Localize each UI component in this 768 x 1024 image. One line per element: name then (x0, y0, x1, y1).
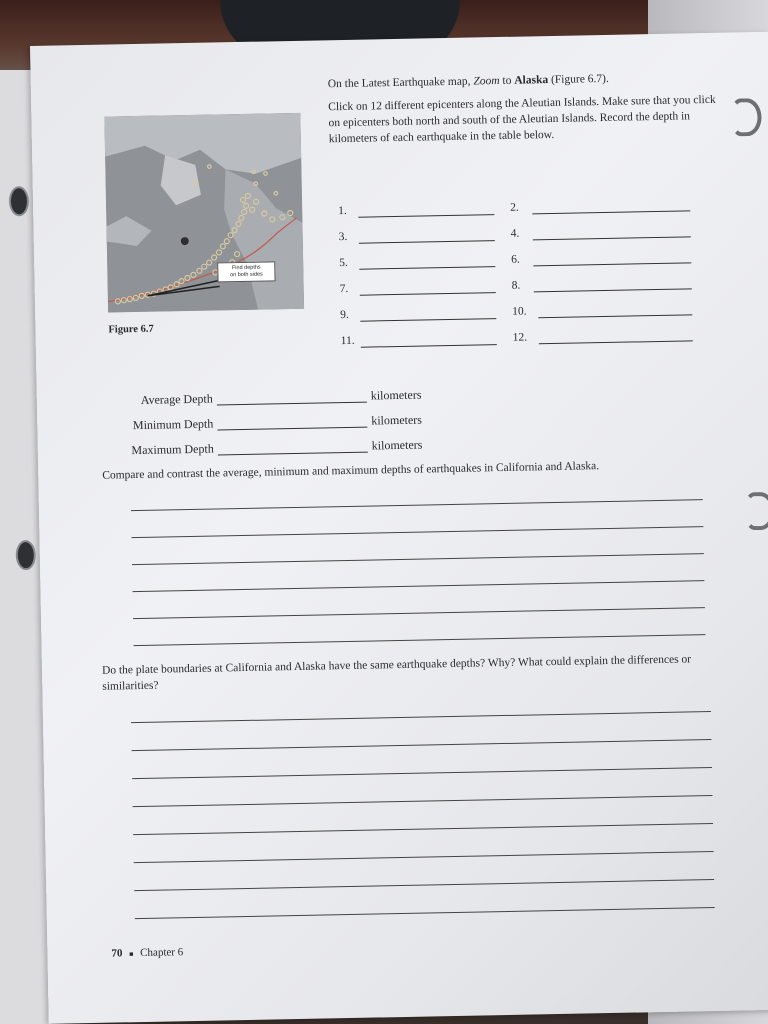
answer-blank[interactable] (538, 314, 692, 318)
answer-blank[interactable] (359, 240, 495, 244)
answer-line[interactable] (134, 879, 714, 891)
answer-line[interactable] (131, 499, 703, 511)
binder-ring-top (731, 98, 762, 137)
maximum-depth-row: Maximum Depth kilometers (131, 437, 423, 458)
map-callout-box (217, 261, 275, 282)
alaska-earthquake-map (104, 113, 304, 313)
answer-blank[interactable] (358, 214, 494, 218)
answer-line[interactable] (134, 634, 706, 646)
answer-line[interactable] (133, 823, 713, 835)
answer-line[interactable] (132, 739, 712, 751)
question-plate-boundaries: Do the plate boundaries at California and Alaska have the same earthquake depths? Why? What could explain the differences or similarities? (101, 653, 692, 693)
maximum-depth-blank[interactable] (218, 452, 368, 456)
average-depth-blank[interactable] (217, 402, 367, 406)
answer-line[interactable] (132, 767, 712, 779)
answer-blank[interactable] (539, 340, 693, 344)
answer-blank[interactable] (359, 266, 495, 270)
answer-line[interactable] (131, 526, 703, 538)
minimum-depth-blank[interactable] (217, 427, 367, 431)
answer-blank[interactable] (361, 344, 497, 348)
callout-line-2: on both sides (230, 271, 263, 279)
callout-line-1: Find depths (231, 264, 261, 272)
answer-line[interactable] (131, 711, 711, 723)
instructions (328, 69, 719, 154)
binder-hole-middle (15, 540, 36, 570)
instruction-line-1: On the Latest Earthquake map, Zoom to Alaska (Figure 6.7). (327, 72, 609, 91)
binder-hole-top (9, 186, 30, 216)
average-depth-row: Average Depth kilometers (140, 387, 422, 407)
answer-line[interactable] (132, 553, 704, 565)
answer-line[interactable] (132, 580, 704, 592)
instruction-paragraph: Click on 12 different epicenters along the Aleutian Islands. Make sure that you click on epicenters both north and south of the Aleutian Islands. Record the depth in kilometers of each earthquake in the table below. (328, 93, 716, 146)
answer-line[interactable] (133, 607, 705, 619)
answer-blank[interactable] (360, 318, 496, 322)
answer-blank[interactable] (533, 262, 691, 266)
footer-separator: ■ (129, 950, 134, 959)
figure-caption: Figure 6.7 (108, 323, 154, 336)
page-footer (111, 946, 183, 959)
answer-line[interactable] (135, 907, 715, 919)
map-graphic (104, 113, 304, 313)
chapter-label: Chapter 6 (140, 946, 184, 960)
minimum-depth-row: Minimum Depth kilometers (132, 412, 423, 433)
answer-blank[interactable] (360, 292, 496, 296)
depth-table: 1. 2. 3. 4. 5. 6. 7. 8. 9. 10. 11. 12. (338, 198, 731, 365)
answer-line[interactable] (133, 795, 713, 807)
answer-blank[interactable] (532, 210, 690, 214)
question-compare-depths: Compare and contrast the average, minimum and maximum depths of earthquakes in California and Alaska. (102, 460, 600, 482)
answer-line[interactable] (134, 851, 714, 863)
page-number: 70 (111, 947, 123, 960)
answer-blank[interactable] (534, 288, 692, 292)
worksheet-page (30, 32, 768, 1024)
binder-ring-middle (745, 492, 768, 531)
answer-blank[interactable] (533, 236, 691, 240)
